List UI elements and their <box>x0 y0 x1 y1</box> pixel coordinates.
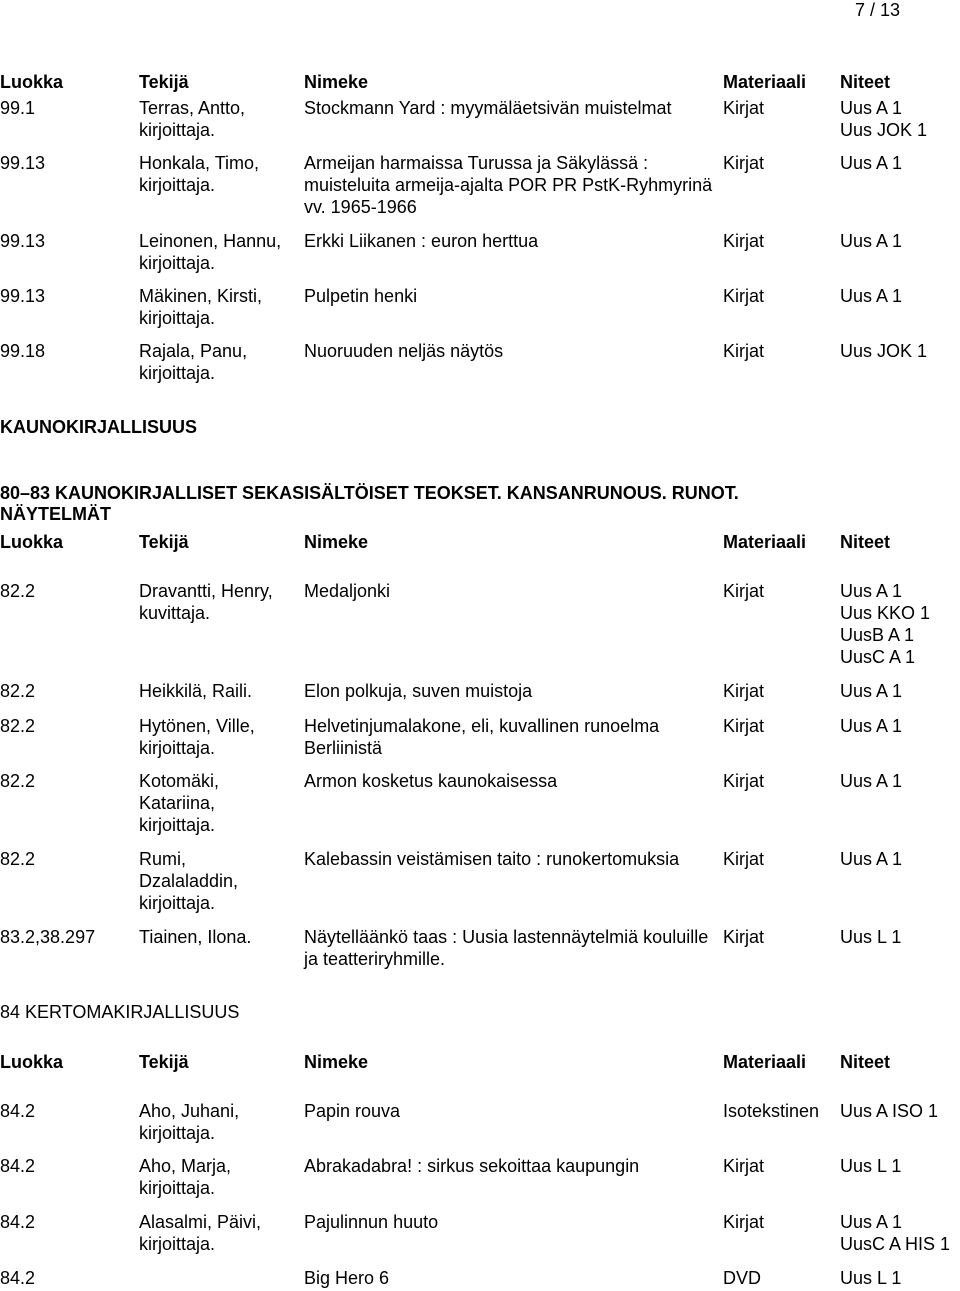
cell-tekija: Tiainen, Ilona. <box>139 927 252 947</box>
cell-nimeke: Big Hero 6 <box>304 1268 390 1288</box>
cell-nimeke: Elon polkuja, suven muistoja <box>304 681 533 701</box>
cell-niteet: Uus A 1 <box>840 771 903 791</box>
cell-niteet: Uus A 1 <box>840 153 903 173</box>
cell-materiaali: Kirjat <box>723 1212 765 1232</box>
header-luokka: Luokka <box>0 532 64 552</box>
header-materiaali: Materiaali <box>723 532 807 552</box>
cell-niteet: Uus A 1 <box>840 98 903 118</box>
cell-tekija: Rumi, Dzalaladdin, kirjoittaja. <box>139 849 239 913</box>
header-nimeke: Nimeke <box>304 1052 369 1072</box>
cell-materiaali: Kirjat <box>723 341 765 361</box>
header-nimeke: Nimeke <box>304 72 369 92</box>
header-tekija: Tekijä <box>139 1052 189 1072</box>
cell-luokka: 84.2 <box>0 1212 36 1232</box>
cell-niteet: Uus L 1 <box>840 1156 902 1176</box>
cell-nimeke: Armon kosketus kaunokaisessa <box>304 771 558 791</box>
cell-materiaali: Kirjat <box>723 98 765 118</box>
cell-nimeke: Nuoruuden neljäs näytös <box>304 341 504 361</box>
cell-tekija: Alasalmi, Päivi, kirjoittaja. <box>139 1212 262 1254</box>
cell-niteet: Uus A 1 <box>840 286 903 306</box>
cell-materiaali: Kirjat <box>723 716 765 736</box>
cell-luokka: 99.13 <box>0 286 46 306</box>
header-tekija: Tekijä <box>139 532 189 552</box>
cell-materiaali: Kirjat <box>723 581 765 601</box>
cell-tekija: Terras, Antto, kirjoittaja. <box>139 98 246 140</box>
cell-tekija: Heikkilä, Raili. <box>139 681 253 701</box>
header-materiaali: Materiaali <box>723 72 807 92</box>
cell-niteet: Uus JOK 1 <box>840 120 928 140</box>
cell-luokka: 99.1 <box>0 98 36 118</box>
header-luokka: Luokka <box>0 1052 64 1072</box>
cell-niteet: UusC A 1 <box>840 647 916 667</box>
cell-luokka: 82.2 <box>0 849 36 869</box>
header-materiaali: Materiaali <box>723 1052 807 1072</box>
cell-niteet: Uus A 1 <box>840 849 903 869</box>
cell-niteet: Uus A 1 <box>840 681 903 701</box>
cell-tekija: Honkala, Timo, kirjoittaja. <box>139 153 260 195</box>
cell-materiaali: Kirjat <box>723 771 765 791</box>
cell-luokka: 82.2 <box>0 681 36 701</box>
header-tekija: Tekijä <box>139 72 189 92</box>
header-nimeke: Nimeke <box>304 532 369 552</box>
cell-niteet: Uus A 1 <box>840 716 903 736</box>
cell-luokka: 82.2 <box>0 716 36 736</box>
cell-materiaali: Kirjat <box>723 1156 765 1176</box>
cell-tekija: Leinonen, Hannu, kirjoittaja. <box>139 231 282 273</box>
cell-tekija: Rajala, Panu, kirjoittaja. <box>139 341 248 383</box>
cell-luokka: 84.2 <box>0 1156 36 1176</box>
table-header <box>0 71 960 93</box>
cell-luokka: 83.2,38.297 <box>0 927 96 947</box>
cell-materiaali: Kirjat <box>723 849 765 869</box>
cell-tekija: Aho, Marja, kirjoittaja. <box>139 1156 232 1198</box>
cell-niteet: UusB A 1 <box>840 625 915 645</box>
section-2-title-line1: 80–83 KAUNOKIRJALLISET SEKASISÄLTÖISET TEOKSET. KANSANRUNOUS. RUNOT. <box>0 483 739 503</box>
cell-materiaali: Kirjat <box>723 681 765 701</box>
cell-niteet: Uus L 1 <box>840 927 902 947</box>
cell-tekija: Kotomäki, Katariina, kirjoittaja. <box>139 771 220 835</box>
cell-niteet: Uus JOK 1 <box>840 341 928 361</box>
cell-nimeke: Abrakadabra! : sirkus sekoittaa kaupungin <box>304 1156 640 1176</box>
cell-luokka: 99.18 <box>0 341 46 361</box>
cell-materiaali: Kirjat <box>723 153 765 173</box>
cell-tekija: Mäkinen, Kirsti, kirjoittaja. <box>139 286 263 328</box>
table-header <box>0 531 960 553</box>
cell-luokka: 99.13 <box>0 153 46 173</box>
section-3-title: 84 KERTOMAKIRJALLISUUS <box>0 1002 240 1022</box>
cell-niteet: Uus A ISO 1 <box>840 1101 939 1121</box>
cell-luokka: 84.2 <box>0 1268 36 1288</box>
cell-nimeke: Helvetinjumalakone, eli, kuvallinen runoelma Berliinistä <box>304 716 660 758</box>
section-2-title-line2: NÄYTELMÄT <box>0 504 111 524</box>
header-niteet: Niteet <box>840 1052 891 1072</box>
cell-luokka: 82.2 <box>0 771 36 791</box>
cell-niteet: Uus A 1 <box>840 581 903 601</box>
cell-niteet: Uus A 1 <box>840 231 903 251</box>
header-luokka: Luokka <box>0 72 64 92</box>
cell-nimeke: Medaljonki <box>304 581 391 601</box>
cell-niteet: Uus L 1 <box>840 1268 902 1288</box>
cell-nimeke: Pajulinnun huuto <box>304 1212 439 1232</box>
cell-tekija: Aho, Juhani, kirjoittaja. <box>139 1101 240 1143</box>
cell-nimeke: Pulpetin henki <box>304 286 418 306</box>
table-header <box>0 1051 960 1073</box>
cell-nimeke: Näytelläänkö taas : Uusia lastennäytelmiä kouluille ja teatteriryhmille. <box>304 927 709 969</box>
cell-nimeke: Armeijan harmaissa Turussa ja Säkylässä : muisteluita armeija-ajalta POR PR PstK-Ryhmyrinä vv. 1965-1966 <box>304 153 713 217</box>
cell-materiaali: Kirjat <box>723 231 765 251</box>
cell-materiaali: Kirjat <box>723 927 765 947</box>
page-number: 7 / 13 <box>854 0 900 20</box>
cell-luokka: 84.2 <box>0 1101 36 1121</box>
cell-materiaali: DVD <box>723 1268 762 1288</box>
header-niteet: Niteet <box>840 72 891 92</box>
cell-tekija: Dravantti, Henry, kuvittaja. <box>139 581 273 623</box>
cell-niteet: Uus KKO 1 <box>840 603 931 623</box>
cell-tekija: Hytönen, Ville, kirjoittaja. <box>139 716 255 758</box>
header-niteet: Niteet <box>840 532 891 552</box>
cell-nimeke: Stockmann Yard : myymäläetsivän muistelmat <box>304 98 672 118</box>
cell-nimeke: Kalebassin veistämisen taito : runokertomuksia <box>304 849 680 869</box>
cell-nimeke: Papin rouva <box>304 1101 401 1121</box>
cell-nimeke: Erkki Liikanen : euron herttua <box>304 231 539 251</box>
cell-luokka: 99.13 <box>0 231 46 251</box>
cell-niteet: UusC A HIS 1 <box>840 1234 951 1254</box>
cell-materiaali: Kirjat <box>723 286 765 306</box>
section-heading-kaunokirjallisuus: KAUNOKIRJALLISUUS <box>0 417 198 437</box>
cell-luokka: 82.2 <box>0 581 36 601</box>
cell-niteet: Uus A 1 <box>840 1212 903 1232</box>
cell-materiaali: Isotekstinen <box>723 1101 820 1121</box>
